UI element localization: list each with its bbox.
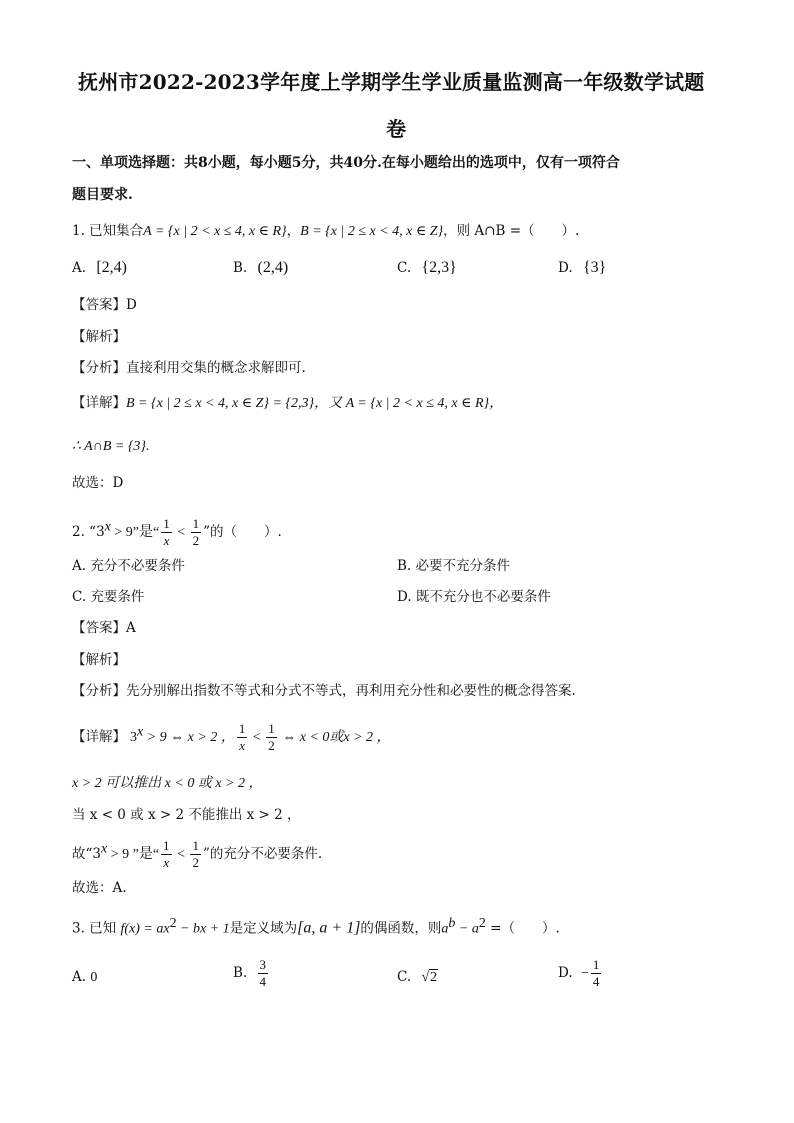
- frac-num: 1: [268, 721, 275, 736]
- q2-choose: 故选：A.: [72, 880, 127, 896]
- xiangjie-math-1: B = {x | 2 ≤ x < 4, x ∈ Z} = {2,3}: [126, 396, 315, 411]
- q1-stem-prefix: 1. 已知集合: [72, 223, 144, 239]
- xj-part-b: > 9 ⇔ x > 2 ，: [143, 730, 235, 745]
- q3-func-rest: − bx + 1: [176, 921, 230, 937]
- q1-set-a: A = {x | 2 < x ≤ 4, x ∈ R}: [143, 224, 287, 239]
- option-text: 充分不必要条件: [90, 558, 185, 574]
- frac-den: 4: [259, 974, 267, 989]
- option-label: A.: [72, 558, 87, 574]
- less-than: <: [249, 730, 265, 745]
- q3-expr-exp: b: [448, 916, 456, 931]
- q1-answer: [72, 296, 137, 314]
- q1-stem-suffix: ，则 A∩B =（ ）.: [443, 223, 580, 239]
- frac-den: 4: [592, 974, 600, 989]
- option-text: 既不充分也不必要条件: [415, 589, 551, 605]
- q3-suffix: =（ ）.: [485, 920, 560, 937]
- q2-stem-suffix: ”的（ ）.: [203, 524, 282, 540]
- xj-part-c: ⇔ x < 0或x > 2 ，: [278, 730, 391, 745]
- answer-tag: 【答案】: [72, 620, 126, 636]
- option-label: A.: [72, 969, 87, 985]
- frac-num: 1: [192, 838, 199, 853]
- q1-fenxi: [72, 359, 306, 377]
- option-label: C.: [397, 260, 412, 276]
- line4-exp: x: [101, 841, 108, 857]
- frac-num: 1: [192, 516, 200, 531]
- q2-analysis-tag: 【解析】: [72, 652, 126, 668]
- xj-frac-1-over-x: [237, 722, 248, 753]
- line4-frac-1-over-x: [161, 839, 172, 870]
- option-text: [2,4): [96, 259, 127, 276]
- answer-value: D: [126, 297, 137, 313]
- less-than: <: [173, 525, 189, 540]
- frac-num: 1: [592, 957, 600, 972]
- q1-option-c: [397, 259, 457, 277]
- frac-den: 2: [268, 738, 275, 753]
- q1-option-b: [233, 259, 288, 277]
- q3-option-a: [72, 968, 97, 987]
- line3-text: 当 x < 0 或 x > 2 不能推出 x > 2 ，: [72, 807, 301, 823]
- frac-num: 1: [163, 516, 170, 531]
- line4-mid: > 9 ”是“: [107, 847, 160, 862]
- q3-mid2: 的偶函数，则: [360, 920, 442, 937]
- line4-prefix: 故“3: [72, 846, 101, 862]
- q2-frac-half: [191, 517, 202, 548]
- q2-exp: x: [104, 519, 111, 535]
- q1-conclusion: [72, 437, 150, 456]
- q3-option-d-frac: [591, 958, 602, 989]
- option-label: B.: [233, 965, 248, 981]
- q2-answer: [72, 619, 136, 637]
- frac-den: x: [163, 855, 170, 870]
- xiangjie-math-2: ，又 A = {x | 2 < x ≤ 4, x ∈ R}，: [314, 396, 504, 411]
- xj-frac-half: [266, 722, 277, 753]
- q1-sep: ，: [286, 223, 301, 239]
- frac-den: 2: [192, 533, 200, 548]
- q1-choose: 故选：D: [72, 475, 124, 491]
- option-text: {2,3}: [421, 259, 457, 276]
- q2-stem-mid: > 9”是“: [110, 525, 160, 540]
- q2-line3: [72, 806, 301, 824]
- q3-option-b-frac: [258, 958, 269, 989]
- less-than: <: [173, 847, 189, 862]
- option-label: C.: [72, 589, 87, 605]
- q2-stem: [72, 517, 282, 548]
- q3-expr: a: [441, 921, 449, 937]
- frac-num: 1: [163, 838, 170, 853]
- q2-option-b: [397, 557, 510, 575]
- option-text: 0: [90, 970, 98, 985]
- frac-den: x: [163, 533, 170, 548]
- q1-option-d: [558, 259, 606, 277]
- q1-stem: [72, 222, 579, 241]
- line4-suffix: ”的充分不必要条件.: [202, 846, 323, 862]
- frac-den: 2: [192, 855, 199, 870]
- q1-xiangjie: [72, 394, 503, 413]
- q3-option-d: [558, 958, 603, 989]
- option-label: D.: [558, 965, 573, 981]
- line4-frac-half: [190, 839, 201, 870]
- option-label: A.: [72, 260, 87, 276]
- q3-domain: [a, a + 1]: [297, 919, 361, 937]
- answer-tag: 【答案】: [72, 297, 126, 313]
- answer-value: A: [126, 620, 136, 636]
- xj-base: 3: [130, 730, 137, 745]
- option-text: 必要不充分条件: [415, 558, 511, 574]
- option-text: 充要条件: [90, 589, 145, 605]
- q3-func: f(x) = ax: [120, 921, 170, 937]
- q2-xiangjie: [72, 722, 391, 753]
- fenxi-tag: 【分析】: [72, 683, 126, 699]
- conclusion-math: ∴ A∩B = {3}.: [72, 439, 150, 454]
- option-text: (2,4): [257, 259, 289, 276]
- option-text: {3}: [582, 259, 607, 276]
- frac-den: x: [239, 738, 245, 753]
- exam-title-line1: 抚州市2022-2023学年度上学期学生学业质量监测高一年级数学试题: [78, 70, 705, 94]
- option-label: D.: [558, 260, 573, 276]
- q2-option-d: [397, 588, 551, 606]
- q2-frac-1-over-x: [161, 517, 172, 548]
- exam-title-line2: 卷: [386, 117, 407, 141]
- option-label: D.: [397, 589, 412, 605]
- q3-option-b: [233, 958, 270, 989]
- fenxi-text: 直接利用交集的概念求解即可.: [126, 360, 306, 376]
- frac-num: 1: [238, 721, 246, 736]
- frac-num: 3: [259, 957, 267, 972]
- q2-fenxi: [72, 682, 576, 700]
- option-label: B.: [233, 260, 248, 276]
- q1-option-a: [72, 259, 127, 277]
- radicand: 2: [430, 970, 438, 985]
- section-heading-line2: 题目要求.: [72, 187, 133, 203]
- line2-text: x > 2 可以推出 x < 0 或 x > 2 ，: [72, 776, 263, 791]
- minus-sign: −: [580, 966, 589, 981]
- section-heading-line1: 一、单项选择题：共8小题，每小题5分，共40分.在每小题给出的选项中，仅有一项符合: [72, 155, 620, 171]
- q1-set-b: B = {x | 2 ≤ x < 4, x ∈ Z}: [300, 224, 444, 239]
- q3-expr-rest: − a: [455, 921, 479, 937]
- q2-option-a: [72, 557, 185, 575]
- q3-expr-exp2: 2: [478, 916, 486, 931]
- q3-stem: [72, 915, 560, 939]
- option-label: B.: [397, 558, 412, 574]
- q3-mid: 是定义域为: [229, 920, 298, 937]
- q3-stem-prefix: 3. 已知: [72, 920, 121, 937]
- xj-exp: x: [137, 724, 144, 740]
- fenxi-text: 先分别解出指数不等式和分式不等式，再利用充分性和必要性的概念得答案.: [126, 683, 576, 699]
- q1-analysis-tag: 【解析】: [72, 329, 126, 345]
- q2-line4: [72, 839, 322, 870]
- option-label: C.: [397, 969, 412, 985]
- xiangjie-tag: 【详解】: [72, 395, 126, 411]
- q3-func-exp: 2: [169, 916, 177, 931]
- fenxi-tag: 【分析】: [72, 360, 126, 376]
- xiangjie-tag: 【详解】: [72, 729, 126, 745]
- q2-stem-prefix: 2. “3: [72, 524, 105, 540]
- q2-line2: [72, 774, 262, 793]
- q2-option-c: [72, 588, 144, 606]
- q3-option-c-sqrt: √2: [421, 970, 438, 985]
- q3-option-c: [397, 968, 438, 987]
